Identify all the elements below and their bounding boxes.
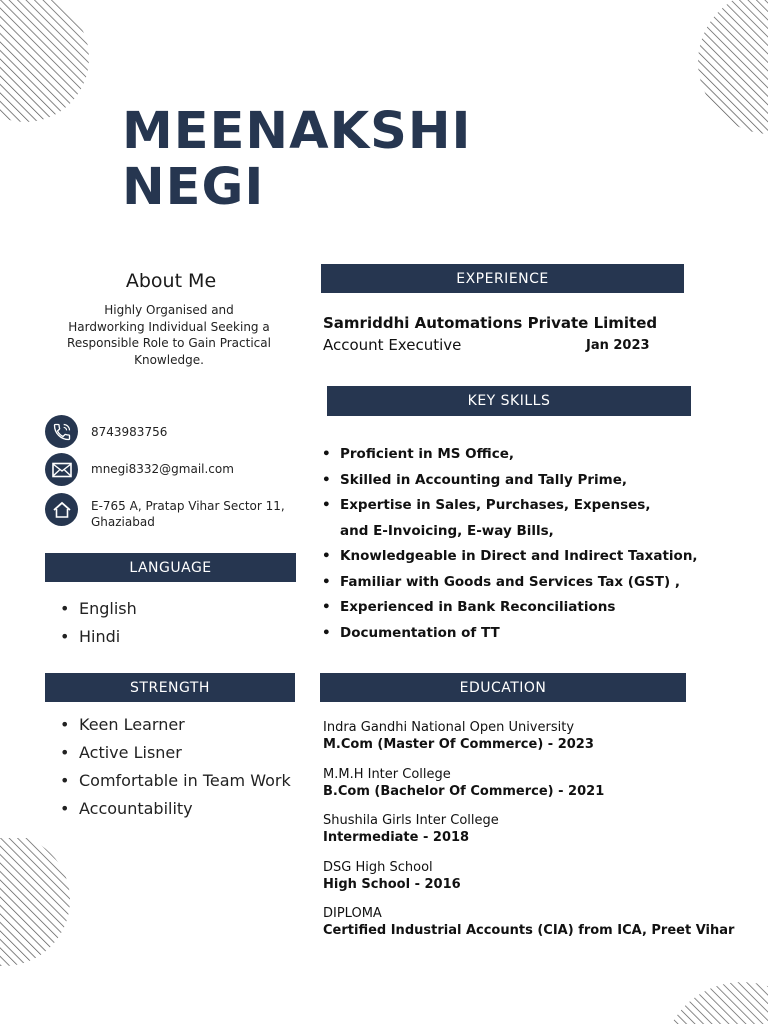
phone-number: 8743983756 bbox=[91, 425, 168, 439]
about-line: Responsible Role to Gain Practical bbox=[67, 336, 271, 350]
list-item: • Documentation of TT bbox=[320, 624, 698, 650]
language-header: LANGUAGE bbox=[45, 553, 296, 582]
experience-header: EXPERIENCE bbox=[321, 264, 684, 293]
first-name: MEENAKSHI bbox=[122, 102, 472, 161]
about-text bbox=[54, 302, 284, 368]
skills-header: KEY SKILLS bbox=[327, 386, 691, 416]
email-address: mnegi8332@gmail.com bbox=[91, 462, 234, 476]
school-name: M.M.H Inter College bbox=[323, 767, 451, 782]
about-line: Highly Organised and bbox=[104, 303, 234, 317]
about-line: Knowledge. bbox=[134, 352, 204, 367]
education-entry bbox=[323, 859, 461, 893]
degree: Certified Industrial Accounts (CIA) from ICA, Preet Vihar bbox=[323, 923, 735, 938]
contact-address bbox=[45, 493, 285, 530]
list-item: • Skilled in Accounting and Tally Prime, bbox=[320, 471, 698, 497]
education-entry bbox=[323, 766, 604, 800]
contact-email bbox=[45, 453, 234, 486]
address bbox=[91, 498, 285, 530]
about-title: About Me bbox=[125, 270, 217, 292]
list-item: • Familiar with Goods and Services Tax (GST) , bbox=[320, 573, 698, 599]
list-item: and E-Invoicing, E-way Bills, bbox=[340, 522, 554, 539]
list-item: • Active Lisner bbox=[45, 743, 291, 771]
mail-icon bbox=[45, 453, 78, 486]
skills-list bbox=[320, 445, 698, 649]
school-name: Shushila Girls Inter College bbox=[323, 813, 499, 828]
language-list bbox=[45, 599, 137, 655]
address-line: E-765 A, Pratap Vihar Sector 11, bbox=[91, 499, 285, 513]
strength-header: STRENGTH bbox=[45, 673, 295, 702]
school-name: Indra Gandhi National Open University bbox=[323, 720, 575, 735]
address-line: Ghaziabad bbox=[91, 515, 155, 529]
about-line: Hardworking Individual Seeking a bbox=[68, 319, 270, 334]
home-icon bbox=[45, 493, 78, 526]
list-item: • Knowledgeable in Direct and Indirect Taxation, bbox=[320, 547, 698, 573]
degree: High School - 2016 bbox=[323, 877, 461, 892]
school-name: DIPLOMA bbox=[323, 906, 382, 921]
education-entry bbox=[323, 905, 734, 939]
list-item: • English bbox=[45, 599, 137, 627]
last-name: NEGI bbox=[122, 158, 265, 217]
education-header: EDUCATION bbox=[320, 673, 686, 702]
decorative-circle-bottom-right bbox=[640, 978, 768, 1024]
contact-phone bbox=[45, 415, 167, 448]
job-date: Jan 2023 bbox=[586, 338, 650, 353]
list-item: • Accountability bbox=[45, 799, 291, 827]
decorative-circle-top-left bbox=[0, 0, 100, 130]
job-company: Samriddhi Automations Private Limited bbox=[323, 314, 658, 332]
list-item: • Experienced in Bank Reconciliations bbox=[320, 598, 698, 624]
list-item: • Keen Learner bbox=[45, 715, 291, 743]
list-item: • Hindi bbox=[45, 627, 137, 655]
list-item: • Expertise in Sales, Purchases, Expenses, bbox=[320, 496, 698, 522]
degree: Intermediate - 2018 bbox=[323, 830, 470, 845]
education-entry bbox=[323, 719, 594, 753]
degree: B.Com (Bachelor Of Commerce) - 2021 bbox=[323, 784, 605, 799]
phone-icon bbox=[45, 415, 78, 448]
decorative-circle-bottom-left bbox=[0, 838, 80, 968]
list-item: • Proficient in MS Office, bbox=[320, 445, 698, 471]
list-item: • Comfortable in Team Work bbox=[45, 771, 291, 799]
school-name: DSG High School bbox=[323, 860, 433, 875]
decorative-circle-top-right bbox=[688, 0, 768, 140]
candidate-name bbox=[122, 104, 472, 216]
job-role: Account Executive bbox=[323, 336, 462, 354]
education-entry bbox=[323, 812, 499, 846]
strength-list bbox=[45, 715, 291, 827]
degree: M.Com (Master Of Commerce) - 2023 bbox=[323, 737, 594, 752]
